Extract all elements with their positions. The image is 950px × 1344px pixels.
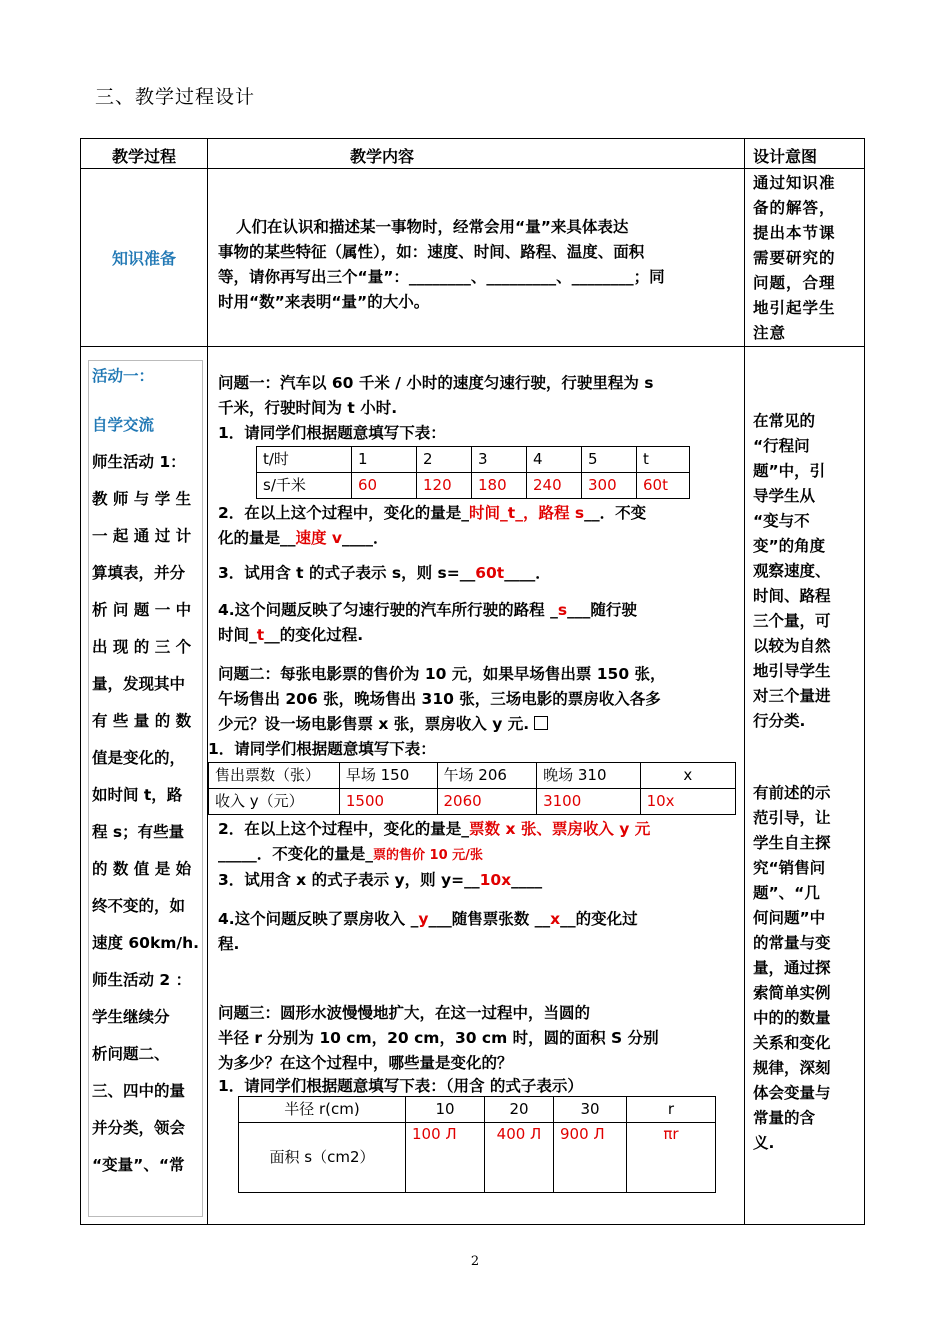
- header-content: 教学内容: [208, 139, 745, 169]
- header-intent: 设计意图: [745, 139, 865, 169]
- checkbox-icon: [534, 716, 548, 730]
- q3-table: 半径 r(cm) 10 20 30 r 面积 s（cm2） 100 Л 400 Л 900 Л πr: [238, 1096, 716, 1193]
- row-activity-left: 活动一： 自学交流 师生活动 1： 教 师 与 学 生 一 起 通 过 计 算填表，并分 析 问 题 一 中 出 现 的 三 个 量，发现其中 有 些 量 的 数 值是变化的， 如时间 t，路 程 s；有些量 的 数 值 是 始 终不变的，如 速度 60km/h. 师生活动 2 ： 学生继续分 析问题二、 三、四中的量 并分类，领会 “变量”、“常: [81, 347, 208, 1225]
- page-number: 2: [470, 1254, 480, 1269]
- row-activity-intent: 在常见的 “行程问 题”中，引 导学生从 “变与不 变”的角度 观察速度、 时间、路程 三个量，可 以较为自然 地引导学生 对三个量进 行分类. 有前述的示 范引导，让 学生自主探 究“销售问 题”、“几 何问题”中 的常量与变 量，通过探 索简单实例 中的的数量 关系和变化 规律，深刻 体会变量与 常量的含 义.: [745, 347, 865, 1225]
- q1-table: t/时 1 2 3 4 5 t s/千米 60 120 180 240 300 60t: [256, 446, 690, 499]
- row-knowledge-intent: 通过知识准 备的解答， 提出本节课 需要研究的 问题，合理 地引起学生 注意: [745, 169, 865, 347]
- q1-intro-line2: 千米，行驶时间为 t 小时.: [218, 399, 398, 417]
- q2-table: 售出票数（张） 早场 150 午场 206 晚场 310 x 收入 y（元） 1500 2060 3100 10x: [208, 762, 736, 815]
- q1-step1: 1．请同学们根据题意填写下表：: [218, 424, 446, 442]
- header-process: 教学过程: [81, 139, 208, 169]
- q1-intro-line1: 问题一：汽车以 60 千米 / 小时的速度匀速行驶，行驶里程为 s: [218, 374, 654, 392]
- row-knowledge-content: 人们在认识和描述某一事物时，经常会用“量”来具体表达 事物的某些特征（属性），如：速度、时间、路程、温度、面积 等，请你再写出三个“量”：________、_________、________；同 时用“数”来表明“量”的大小。: [208, 169, 745, 347]
- row-knowledge-label: 知识准备: [81, 169, 208, 347]
- section-heading: 三、教学过程设计: [95, 86, 256, 108]
- teaching-process-table: [80, 138, 865, 1225]
- row-activity-content: 问题一：汽车以 60 千米 / 小时的速度匀速行驶，行驶里程为 s 千米，行驶时间为 t 小时. 1．请同学们根据题意填写下表： t/时 1 2 3 4 5 t s/千米 60 120 180 240 300 60t 2．在以上这个过程中，变化的量是_时间_t_，路程 s__．不变 化的量是__速度 v____． 3．试用含 t 的式子表示 s，则 s=__60t____． 4.这个问题反映了匀速行驶的汽车所行驶的路程 _s___随行驶 时间_t__的变化过程. 问题二：每张电影票的售价为 10 元，如果早场售出票 150 张， 午场售出 206 张，晚场售出 310 张，三场电影的票房收入各多 少元？设一场电影售票 x 张，票房收入 y 元. 1．请同学们根据题意填写下表： 售出票数（张） 早场 150 午场 206 晚场 310 x 收入 y（元） 1500 2060 3100 10x 2．在以上这个过程中，变化的量是_票数 x 张、票房收入 y 元 _____．不变化的量是_票的售价 10 元/张 3．试用含 x 的式子表示 y，则 y=__10x____ 4.这个问题反映了票房收入 _y___随售票张数 __x__的变化过 程. 问题三：圆形水波慢慢地扩大，在这一过程中，当圆的 半径 r 分别为 10 cm，20 cm，30 cm 时，圆的面积 S 分别 为多少？在这个过程中，哪些量是变化的？ 1．请同学们根据题意填写下表：（用含 的式子表示） 半径 r(cm) 10 20 30 r 面积 s（cm2） 100 Л 400 Л 900 Л πr: [208, 347, 745, 1225]
